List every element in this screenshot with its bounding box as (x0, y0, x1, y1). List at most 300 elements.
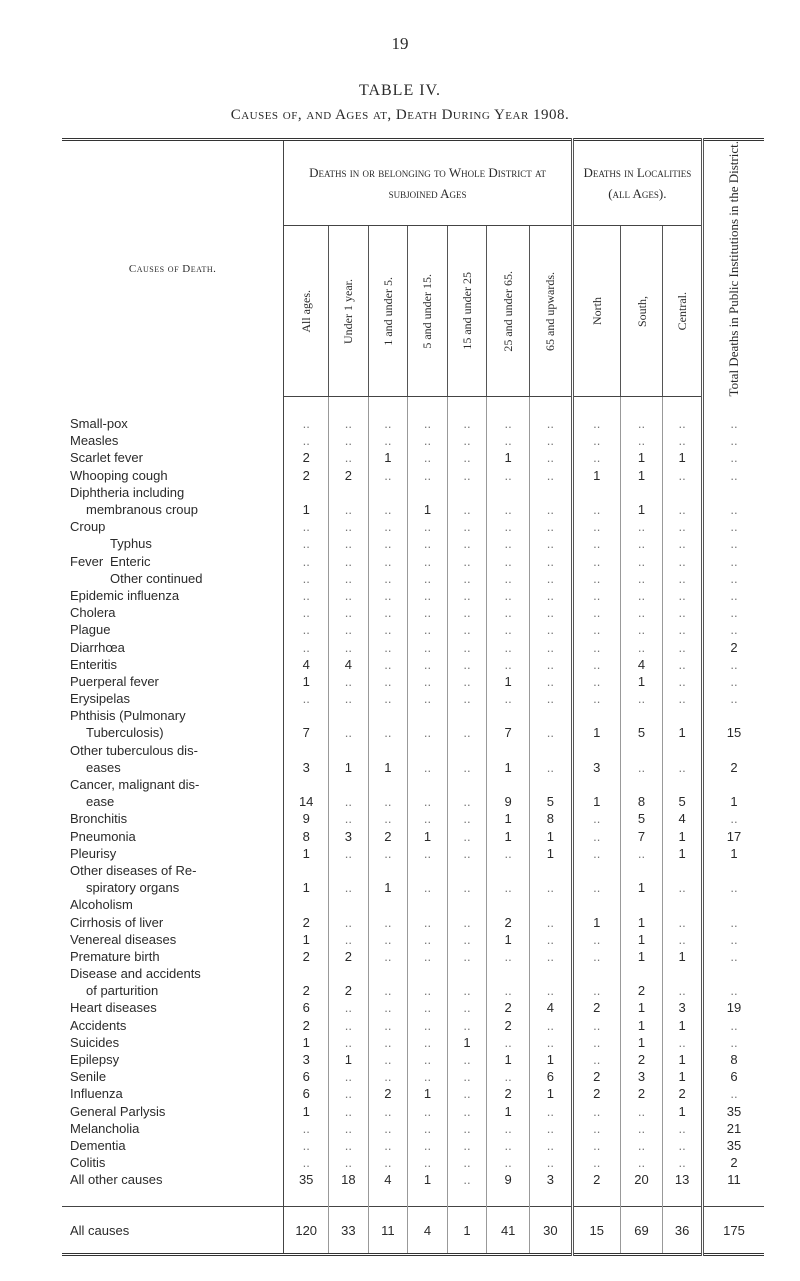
value-cell: 2 (572, 1068, 620, 1085)
value-cell: 1 (284, 501, 329, 518)
value-cell: .. (408, 810, 448, 827)
value-cell: .. (447, 552, 487, 569)
value-cell: .. (447, 931, 487, 948)
value-cell: .. (368, 673, 408, 690)
value-cell: 1 (329, 759, 369, 776)
table-row (62, 827, 764, 844)
cause-label: Senile (70, 1069, 107, 1085)
table-row (62, 999, 764, 1016)
col-15-to-25: 15 and under 25 (447, 226, 487, 397)
table-row (62, 1085, 764, 1102)
value-cell: .. (329, 673, 369, 690)
cause-cell (62, 931, 284, 948)
value-cell: .. (678, 691, 686, 707)
value-cell: 3 (620, 1068, 663, 1085)
value-cell: 1 (284, 673, 329, 690)
table-row (62, 1068, 764, 1085)
value-cell: .. (530, 879, 573, 896)
col-25-to-65: 25 and under 65. (487, 226, 530, 397)
value-cell: .. (530, 501, 573, 518)
table-row (62, 776, 764, 793)
value-cell: 2 (620, 982, 663, 999)
value-cell: 1 (487, 827, 530, 844)
value-cell: .. (487, 432, 530, 449)
value-cell: .. (408, 793, 448, 810)
cause-cell (62, 1017, 284, 1034)
value-cell (572, 484, 620, 501)
cause-cell (62, 827, 284, 844)
value-cell: .. (620, 1154, 663, 1171)
value-cell: 1 (487, 810, 530, 827)
value-cell: 8 (284, 827, 329, 844)
value-cell: .. (329, 552, 369, 569)
value-cell: .. (368, 999, 408, 1016)
value-cell: .. (620, 1137, 663, 1154)
value-cell (487, 484, 530, 501)
value-cell: .. (329, 570, 369, 587)
value-cell: 1 (678, 1103, 686, 1119)
value-cell: 1 (678, 1017, 686, 1033)
value-cell (572, 776, 620, 793)
value-cell: .. (487, 604, 530, 621)
value-cell (663, 896, 703, 913)
value-cell: 1 (329, 1051, 369, 1068)
value-cell: .. (408, 1068, 448, 1085)
value-cell: .. (530, 759, 573, 776)
value-cell: 120 (284, 1207, 329, 1255)
value-cell: 1 (678, 450, 686, 466)
cause-label: Other tuberculous dis- (70, 742, 198, 758)
value-cell: .. (572, 570, 620, 587)
value-cell: .. (702, 415, 764, 432)
value-cell: .. (530, 535, 573, 552)
value-cell: .. (620, 570, 663, 587)
value-cell: .. (447, 518, 487, 535)
value-cell: .. (447, 999, 487, 1016)
value-cell: 35 (702, 1102, 764, 1119)
cause-cell (62, 432, 284, 449)
total-row (62, 1207, 764, 1255)
value-cell: 1 (678, 828, 686, 844)
cause-label: Scarlet fever (70, 450, 143, 466)
table-row (62, 931, 764, 948)
cause-label: Epilepsy (70, 1052, 120, 1067)
cause-label: Suicides (70, 1034, 120, 1050)
value-cell: .. (530, 552, 573, 569)
spacer-row (62, 396, 764, 415)
value-cell: 5 (620, 724, 663, 741)
value-cell: 1 (678, 725, 686, 741)
value-cell (368, 776, 408, 793)
table-title: TABLE IV. (358, 82, 442, 99)
cause-cell (62, 1102, 284, 1119)
value-cell: .. (368, 1051, 408, 1068)
value-cell (408, 776, 448, 793)
cause-cell (62, 1171, 284, 1188)
value-cell: .. (620, 1120, 663, 1137)
value-cell: .. (447, 1017, 487, 1034)
value-cell: .. (702, 604, 764, 621)
value-cell: 6 (284, 1068, 329, 1085)
value-cell: .. (620, 638, 663, 655)
table-row (62, 1120, 764, 1137)
value-cell: 30 (530, 1207, 573, 1255)
value-cell: .. (447, 845, 487, 862)
value-cell (530, 707, 573, 724)
value-cell: 1 (678, 1069, 686, 1085)
table-row (62, 690, 764, 707)
value-cell: 6 (530, 1068, 573, 1085)
value-cell: 9 (487, 793, 530, 810)
cause-cell (62, 948, 284, 965)
cause-cell (62, 1207, 284, 1255)
cause-label: Croup (70, 519, 106, 535)
value-cell: 1 (487, 931, 530, 948)
col-south: South, (620, 226, 663, 397)
cause-label: Other continued (110, 570, 203, 586)
cause-label: Whooping cough (70, 467, 168, 483)
value-cell: 8 (620, 793, 663, 810)
value-cell: .. (368, 690, 408, 707)
table-row (62, 467, 764, 484)
value-cell: .. (368, 1154, 408, 1171)
value-cell: 4 (284, 656, 329, 673)
value-cell: .. (408, 982, 448, 999)
value-cell (368, 742, 408, 759)
cause-cell (62, 913, 284, 930)
value-cell: .. (702, 1034, 764, 1051)
table-row (62, 793, 764, 810)
value-cell (530, 742, 573, 759)
value-cell: .. (408, 1137, 448, 1154)
cause-label: Cirrhosis of liver (70, 914, 164, 930)
value-cell (329, 965, 369, 982)
value-cell: 175 (702, 1207, 764, 1255)
value-cell (408, 862, 448, 879)
value-cell: 1 (620, 879, 663, 896)
value-cell: .. (329, 415, 369, 432)
value-cell: .. (572, 1051, 620, 1068)
value-cell: .. (329, 432, 369, 449)
value-cell: .. (408, 552, 448, 569)
value-cell: 18 (329, 1171, 369, 1188)
value-cell (447, 896, 487, 913)
value-cell: .. (368, 415, 408, 432)
value-cell: 4 (678, 811, 686, 827)
cause-label: Tuberculosis) (86, 725, 164, 741)
value-cell: .. (678, 1120, 686, 1136)
value-cell: .. (447, 913, 487, 930)
value-cell (620, 484, 663, 501)
value-cell: 1 (620, 913, 663, 930)
value-cell: .. (530, 948, 573, 965)
value-cell: 2 (487, 1017, 530, 1034)
localities-group-header: Deaths in Localities (all Ages). (572, 140, 702, 226)
value-cell: 3 (284, 759, 329, 776)
value-cell (702, 965, 764, 982)
value-cell: .. (487, 587, 530, 604)
value-cell: 4 (329, 656, 369, 673)
value-cell: 2 (284, 467, 329, 484)
value-cell: 69 (620, 1207, 663, 1255)
value-cell: .. (702, 535, 764, 552)
value-cell: .. (702, 552, 764, 569)
value-cell: .. (329, 879, 369, 896)
cause-cell (62, 656, 284, 673)
value-cell: 1 (408, 827, 448, 844)
value-cell: .. (368, 570, 408, 587)
value-cell: .. (572, 501, 620, 518)
table-row (62, 621, 764, 638)
cause-cell (62, 1051, 284, 1068)
value-cell: .. (329, 1102, 369, 1119)
table-row (62, 707, 764, 724)
cause-label: Cholera (70, 605, 116, 621)
value-cell: .. (678, 983, 686, 999)
value-cell (620, 896, 663, 913)
value-cell: .. (408, 449, 448, 466)
cause-cell (62, 707, 284, 724)
value-cell: .. (572, 1137, 620, 1154)
table-row (62, 501, 764, 518)
value-cell: .. (329, 1120, 369, 1137)
cause-label: spiratory organs (86, 880, 180, 896)
table-row (62, 1017, 764, 1034)
value-cell: 2 (329, 982, 369, 999)
value-cell: .. (678, 639, 686, 655)
value-cell: .. (284, 415, 329, 432)
value-cell (447, 484, 487, 501)
value-cell: .. (530, 1137, 573, 1154)
value-cell: .. (702, 656, 764, 673)
value-cell: .. (408, 638, 448, 655)
value-cell: 1 (678, 845, 686, 861)
table-row (62, 862, 764, 879)
value-cell: .. (487, 1120, 530, 1137)
table-row (62, 587, 764, 604)
value-cell: 2 (572, 1171, 620, 1188)
value-cell: 1 (572, 913, 620, 930)
fever-group-label: Fever (70, 553, 104, 569)
value-cell: .. (447, 879, 487, 896)
value-cell: 4 (620, 656, 663, 673)
value-cell: 1 (487, 759, 530, 776)
value-cell (530, 776, 573, 793)
cause-cell (62, 810, 284, 827)
value-cell: .. (702, 432, 764, 449)
value-cell: .. (368, 810, 408, 827)
value-cell: .. (408, 845, 448, 862)
cause-label: Enteric (110, 553, 151, 569)
value-cell (663, 707, 703, 724)
value-cell (408, 707, 448, 724)
value-cell (487, 742, 530, 759)
table-row (62, 965, 764, 982)
value-cell: .. (678, 416, 686, 432)
value-cell: .. (447, 982, 487, 999)
value-cell (408, 484, 448, 501)
value-cell: .. (678, 553, 686, 569)
value-cell (530, 862, 573, 879)
value-cell: .. (408, 518, 448, 535)
value-cell: 9 (284, 810, 329, 827)
cause-label: Dementia (70, 1137, 126, 1153)
value-cell: 1 (487, 1102, 530, 1119)
value-cell: .. (368, 604, 408, 621)
value-cell: 1 (620, 948, 663, 965)
value-cell: 1 (678, 1052, 686, 1067)
cause-label: Diarrhœa (70, 639, 125, 655)
table-row (62, 759, 764, 776)
value-cell: .. (487, 845, 530, 862)
value-cell (329, 862, 369, 879)
value-cell: 9 (487, 1171, 530, 1188)
value-cell (702, 862, 764, 879)
value-cell: 4 (408, 1207, 448, 1255)
cause-label: ease (86, 794, 115, 810)
value-cell (487, 707, 530, 724)
value-cell: .. (702, 690, 764, 707)
value-cell: .. (408, 621, 448, 638)
value-cell (329, 484, 369, 501)
value-cell: .. (368, 948, 408, 965)
table-row (62, 948, 764, 965)
value-cell: .. (530, 913, 573, 930)
value-cell: .. (368, 931, 408, 948)
value-cell: .. (572, 845, 620, 862)
value-cell: .. (447, 449, 487, 466)
value-cell: .. (447, 1102, 487, 1119)
value-cell (702, 484, 764, 501)
value-cell: .. (329, 1085, 369, 1102)
cause-cell (62, 535, 284, 552)
value-cell: .. (447, 1068, 487, 1085)
value-cell (663, 776, 703, 793)
table-row (62, 604, 764, 621)
cause-cell (62, 1034, 284, 1051)
value-cell: 2 (368, 827, 408, 844)
value-cell: 1 (368, 879, 408, 896)
value-cell: .. (572, 827, 620, 844)
value-cell: .. (702, 501, 764, 518)
table-row (62, 432, 764, 449)
cause-cell (62, 484, 284, 501)
table-row (62, 879, 764, 896)
value-cell: .. (530, 432, 573, 449)
value-cell (329, 742, 369, 759)
value-cell: 41 (487, 1207, 530, 1255)
table-row (62, 1171, 764, 1188)
value-cell: .. (329, 1034, 369, 1051)
cause-cell (62, 415, 284, 432)
value-cell: .. (408, 604, 448, 621)
value-cell: .. (329, 724, 369, 741)
value-cell: .. (408, 432, 448, 449)
value-cell: .. (620, 1102, 663, 1119)
value-cell: .. (572, 931, 620, 948)
value-cell: .. (530, 570, 573, 587)
value-cell: .. (678, 880, 686, 896)
value-cell: 2 (572, 1085, 620, 1102)
value-cell: .. (702, 673, 764, 690)
value-cell: .. (368, 1017, 408, 1034)
value-cell: 1 (530, 1051, 573, 1068)
value-cell: .. (447, 604, 487, 621)
table-row (62, 673, 764, 690)
cause-label: Colitis (70, 1155, 106, 1171)
value-cell: .. (572, 638, 620, 655)
value-cell: 1 (620, 931, 663, 948)
table-row (62, 518, 764, 535)
value-cell: .. (408, 1102, 448, 1119)
cause-label: Bronchitis (70, 811, 128, 827)
value-cell: .. (702, 449, 764, 466)
cause-label: Cancer, malignant dis- (70, 777, 200, 792)
value-cell: .. (408, 1051, 448, 1068)
value-cell: .. (487, 570, 530, 587)
value-cell: 17 (702, 827, 764, 844)
value-cell: 2 (284, 1017, 329, 1034)
value-cell: 20 (620, 1171, 663, 1188)
value-cell: .. (284, 604, 329, 621)
cause-cell (62, 1154, 284, 1171)
value-cell: .. (368, 432, 408, 449)
value-cell: .. (530, 1154, 573, 1171)
value-cell: .. (368, 793, 408, 810)
value-cell: .. (447, 793, 487, 810)
cause-label: Pneumonia (70, 828, 136, 844)
cause-cell (62, 742, 284, 759)
cause-cell (62, 1068, 284, 1085)
table-row (62, 656, 764, 673)
cause-cell (62, 724, 284, 741)
value-cell: .. (530, 467, 573, 484)
value-cell: .. (678, 570, 686, 586)
cause-cell (62, 587, 284, 604)
value-cell: .. (368, 587, 408, 604)
value-cell (368, 707, 408, 724)
value-cell: .. (702, 587, 764, 604)
value-cell: .. (678, 605, 686, 621)
value-cell: .. (530, 604, 573, 621)
cause-cell (62, 570, 284, 587)
col-65-upwards: 65 and upwards. (530, 226, 573, 397)
value-cell: .. (447, 501, 487, 518)
value-cell: .. (447, 759, 487, 776)
value-cell: .. (447, 1137, 487, 1154)
value-cell: .. (329, 913, 369, 930)
value-cell: 1 (620, 467, 663, 484)
value-cell: .. (368, 724, 408, 741)
value-cell: .. (447, 638, 487, 655)
value-cell: .. (702, 948, 764, 965)
value-cell: .. (284, 570, 329, 587)
value-cell: .. (702, 982, 764, 999)
cause-cell (62, 518, 284, 535)
value-cell: .. (408, 913, 448, 930)
value-cell: .. (447, 535, 487, 552)
value-cell: .. (620, 759, 663, 776)
value-cell: .. (284, 1137, 329, 1154)
col-north: North (572, 226, 620, 397)
cause-cell (62, 776, 284, 793)
table-row (62, 552, 764, 569)
value-cell: .. (702, 570, 764, 587)
value-cell: .. (487, 501, 530, 518)
value-cell: .. (702, 931, 764, 948)
value-cell (702, 742, 764, 759)
value-cell: .. (572, 690, 620, 707)
